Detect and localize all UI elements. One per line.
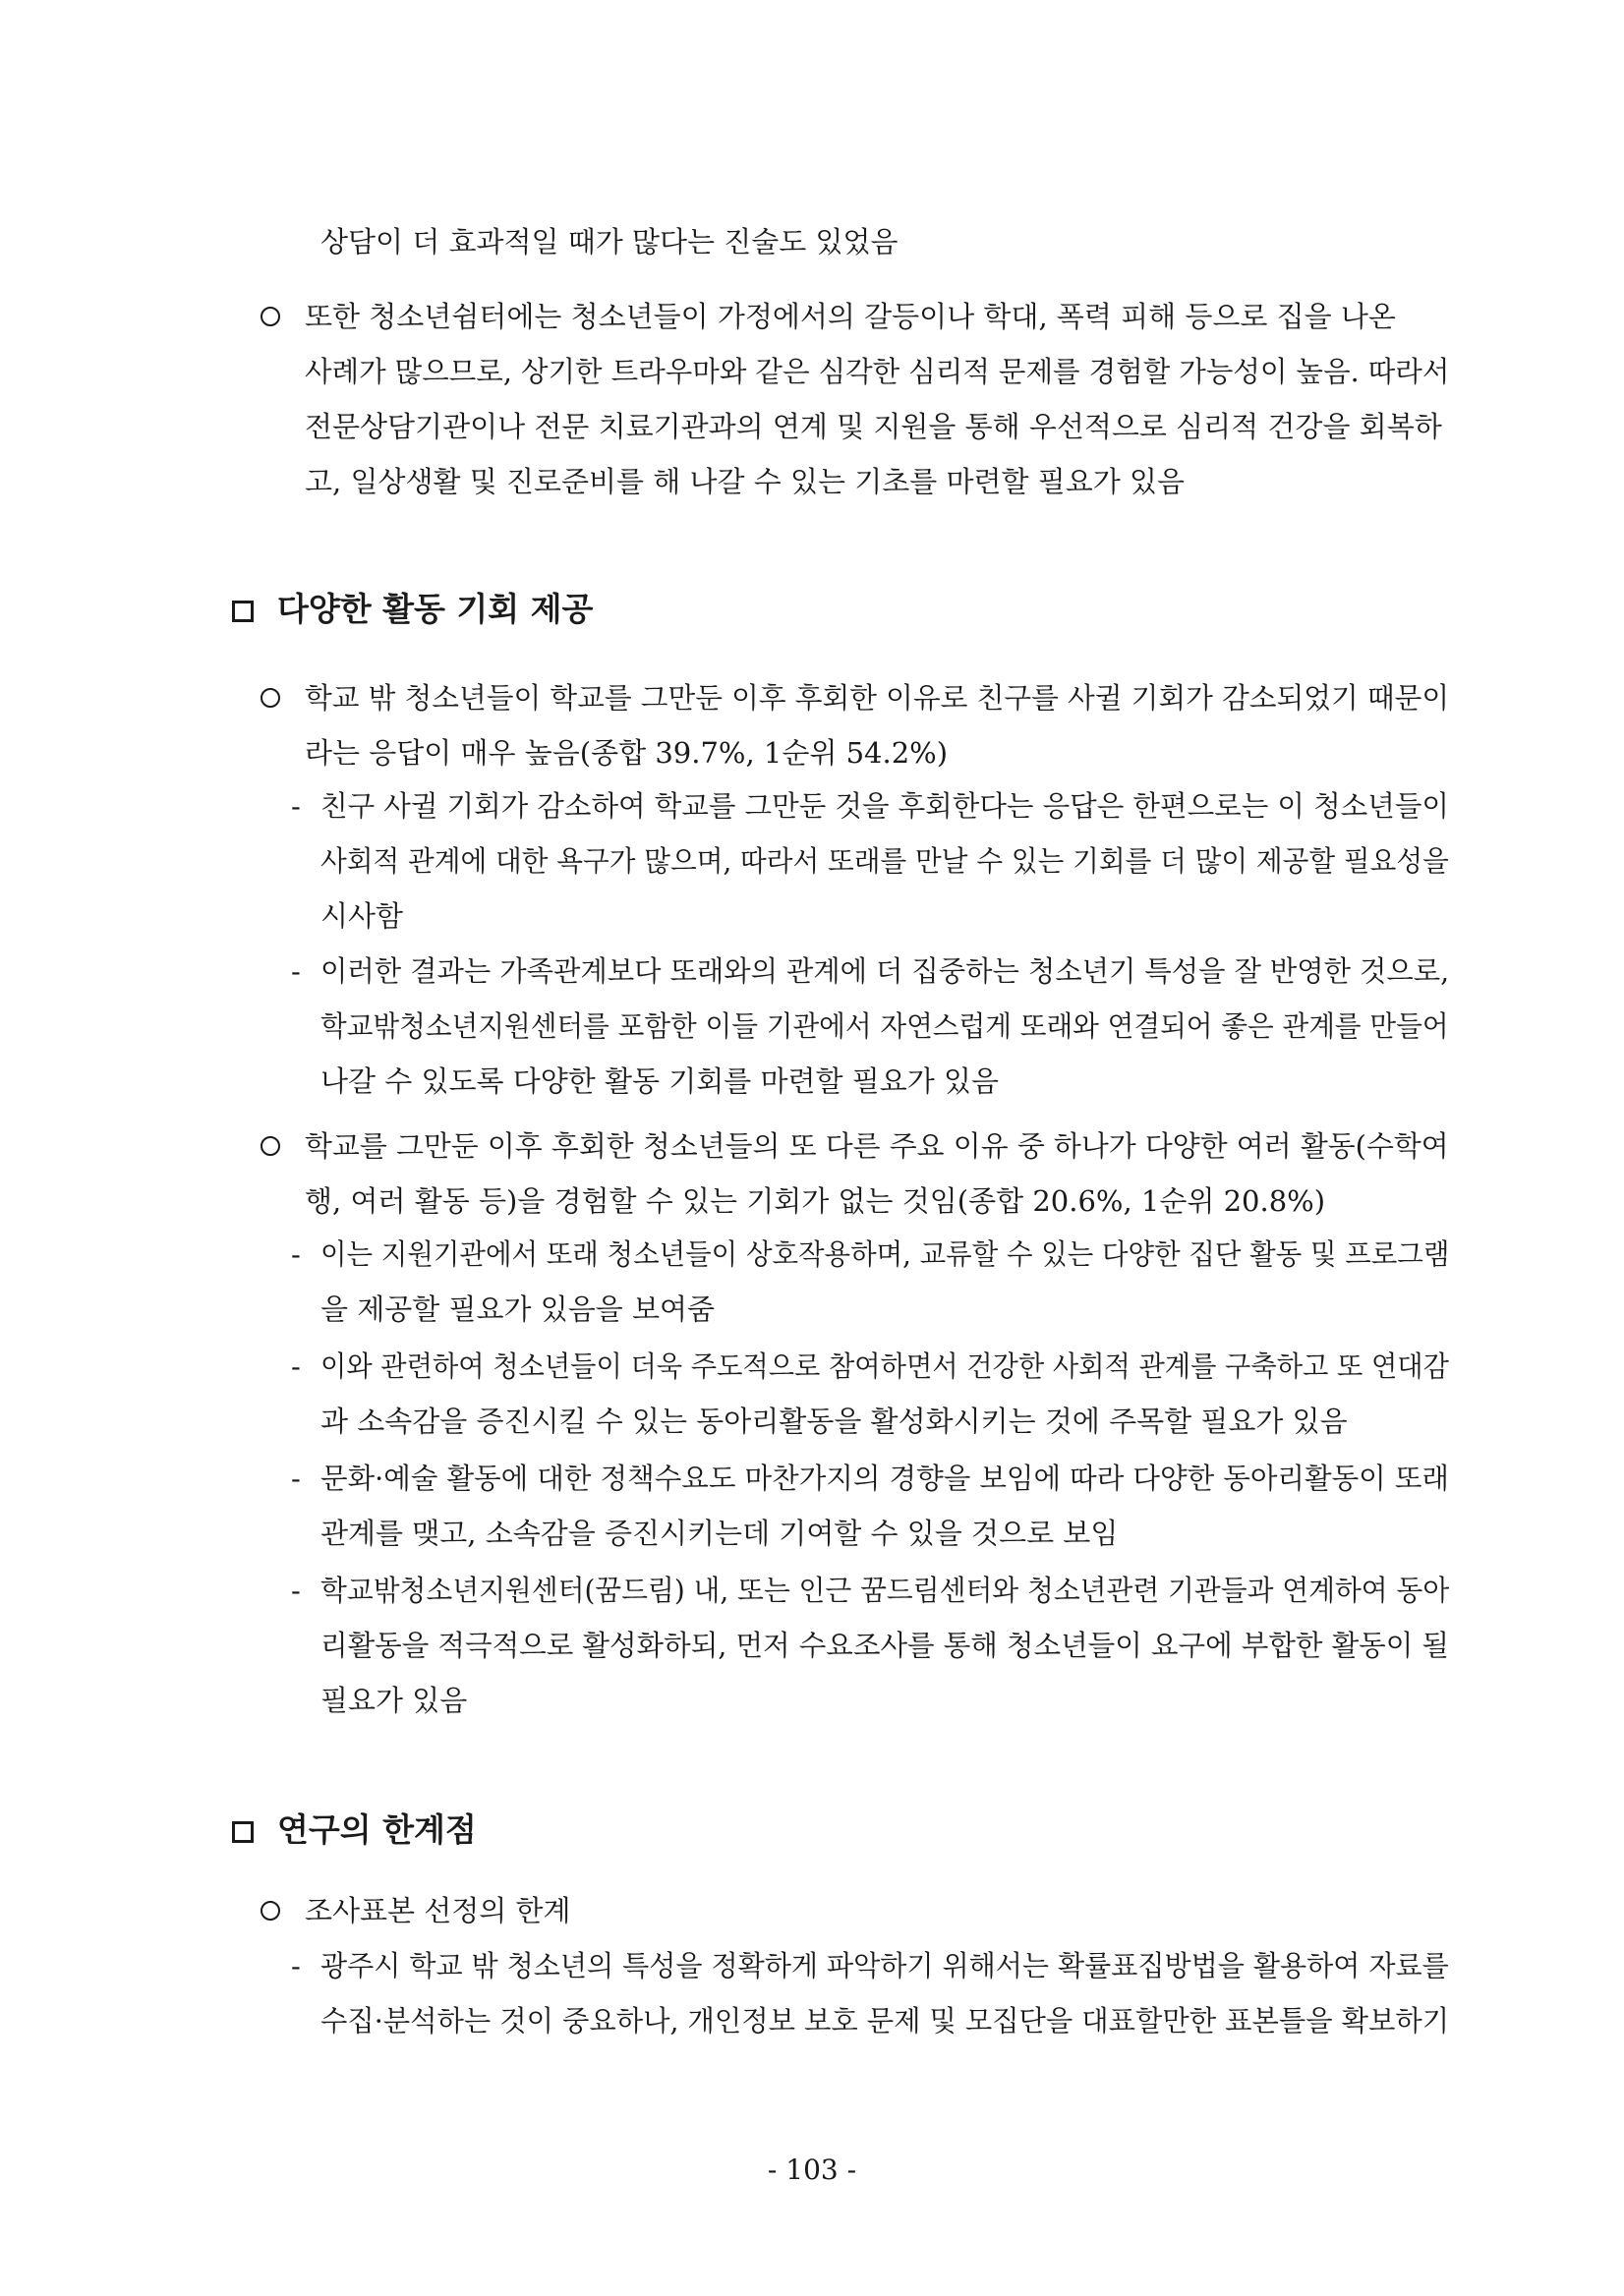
dash-marker: - <box>291 1462 301 1495</box>
dash-marker: - <box>291 1574 301 1607</box>
dash-line: 관계를 맺고, 소속감을 증진시키는데 기여할 수 있을 것으로 보임 <box>320 1517 1119 1550</box>
bullet-line: 학교 밖 청소년들이 학교를 그만둔 이후 후회한 이유로 친구를 사귈 기회가 감소되었기 때문이 <box>305 681 1450 715</box>
bullet-circle-icon <box>261 1901 280 1921</box>
dash-line: 광주시 학교 밖 청소년의 특성을 정확하게 파악하기 위해서는 확률표집방법을 활용하여 자료를 <box>320 1949 1449 1982</box>
section-title: 다양한 활동 기회 제공 <box>277 590 594 628</box>
dash-line: 필요가 있음 <box>320 1684 468 1717</box>
dash-line: 이와 관련하여 청소년들이 더욱 주도적으로 참여하면서 건강한 사회적 관계를 구축하고 또 연대감 <box>320 1349 1449 1383</box>
dash-marker: - <box>291 789 301 823</box>
dash-line: 이는 지원기관에서 또래 청소년들이 상호작용하며, 교류할 수 있는 다양한 집단 활동 및 프로그램 <box>320 1237 1450 1271</box>
dash-line: 학교밖청소년지원센터(꿈드림) 내, 또는 인근 꿈드림센터와 청소년관련 기관들과 연계하여 동아 <box>320 1574 1450 1607</box>
bullet-line: 라는 응답이 매우 높음(종합 39.7%, 1순위 54.2%) <box>305 736 949 770</box>
checkbox-square-icon <box>232 1821 254 1843</box>
dash-line: 시사함 <box>320 899 404 933</box>
dash-line: 수집·분석하는 것이 중요하나, 개인정보 보호 문제 및 모집단을 대표할만한 표본틀을 확보하기 <box>320 2004 1450 2038</box>
dash-line: 친구 사귈 기회가 감소하여 학교를 그만둔 것을 후회한다는 응답은 한편으로는 이 청소년들이 <box>320 789 1449 823</box>
para1-line-4: 고, 일상생활 및 진로준비를 해 나갈 수 있는 기초를 마련할 필요가 있음 <box>305 465 1186 498</box>
bullet-line: 조사표본 선정의 한계 <box>305 1894 571 1927</box>
dash-line: 사회적 관계에 대한 욕구가 많으며, 따라서 또래를 만날 수 있는 기회를 더 많이 제공할 필요성을 <box>320 844 1449 878</box>
dash-line: 문화·예술 활동에 대한 정책수요도 마찬가지의 경향을 보임에 따라 다양한 동아리활동이 또래 <box>320 1462 1449 1495</box>
dash-marker: - <box>291 1949 301 1982</box>
dash-line: 나갈 수 있도록 다양한 활동 기회를 마련할 필요가 있음 <box>320 1064 1000 1098</box>
bullet-circle-icon <box>261 1136 280 1156</box>
section-title: 연구의 한계점 <box>277 1810 477 1849</box>
dash-marker: - <box>291 1237 301 1271</box>
dash-line: 이러한 결과는 가족관계보다 또래와의 관계에 더 집중하는 청소년기 특성을 잘 반영한 것으로, <box>320 954 1450 988</box>
bullet-circle-icon <box>261 688 280 708</box>
bullet-line: 행, 여러 활동 등)을 경험할 수 있는 기회가 없는 것임(종합 20.6%, 1순위 20.8%) <box>305 1184 1326 1218</box>
section-heading <box>232 1808 477 1852</box>
dash-marker: - <box>291 1349 301 1383</box>
para1-line-3: 전문상담기관이나 전문 치료기관과의 연계 및 지원을 통해 우선적으로 심리적 건강을 회복하 <box>305 410 1442 443</box>
page-number: - 103 - <box>767 2153 857 2186</box>
dash-line: 학교밖청소년지원센터를 포함한 이들 기관에서 자연스럽게 또래와 연결되어 좋은 관계를 만들어 <box>320 1009 1449 1043</box>
dash-line: 과 소속감을 증진시킬 수 있는 동아리활동을 활성화시키는 것에 주목할 필요가 있음 <box>320 1405 1348 1438</box>
dash-line: 리활동을 적극적으로 활성화하되, 먼저 수요조사를 통해 청소년들이 요구에 부합한 활동이 될 <box>320 1629 1449 1662</box>
para1-line-1: 또한 청소년쉼터에는 청소년들이 가정에서의 갈등이나 학대, 폭력 피해 등으로 집을 나온 <box>305 300 1396 333</box>
bullet-circle-icon <box>261 307 280 326</box>
dash-line: 을 제공할 필요가 있음을 보여줌 <box>320 1292 716 1326</box>
section-heading <box>232 588 593 631</box>
para1-line-2: 사례가 많으므로, 상기한 트라우마와 같은 심각한 심리적 문제를 경험할 가능성이 높음. 따라서 <box>305 355 1450 388</box>
continuation-line: 상담이 더 효과적일 때가 많다는 진술도 있었음 <box>320 225 899 258</box>
dash-marker: - <box>291 954 301 988</box>
bullet-line: 학교를 그만둔 이후 후회한 청소년들의 또 다른 주요 이유 중 하나가 다양한 여러 활동(수학여 <box>305 1129 1449 1163</box>
checkbox-square-icon <box>232 601 254 622</box>
